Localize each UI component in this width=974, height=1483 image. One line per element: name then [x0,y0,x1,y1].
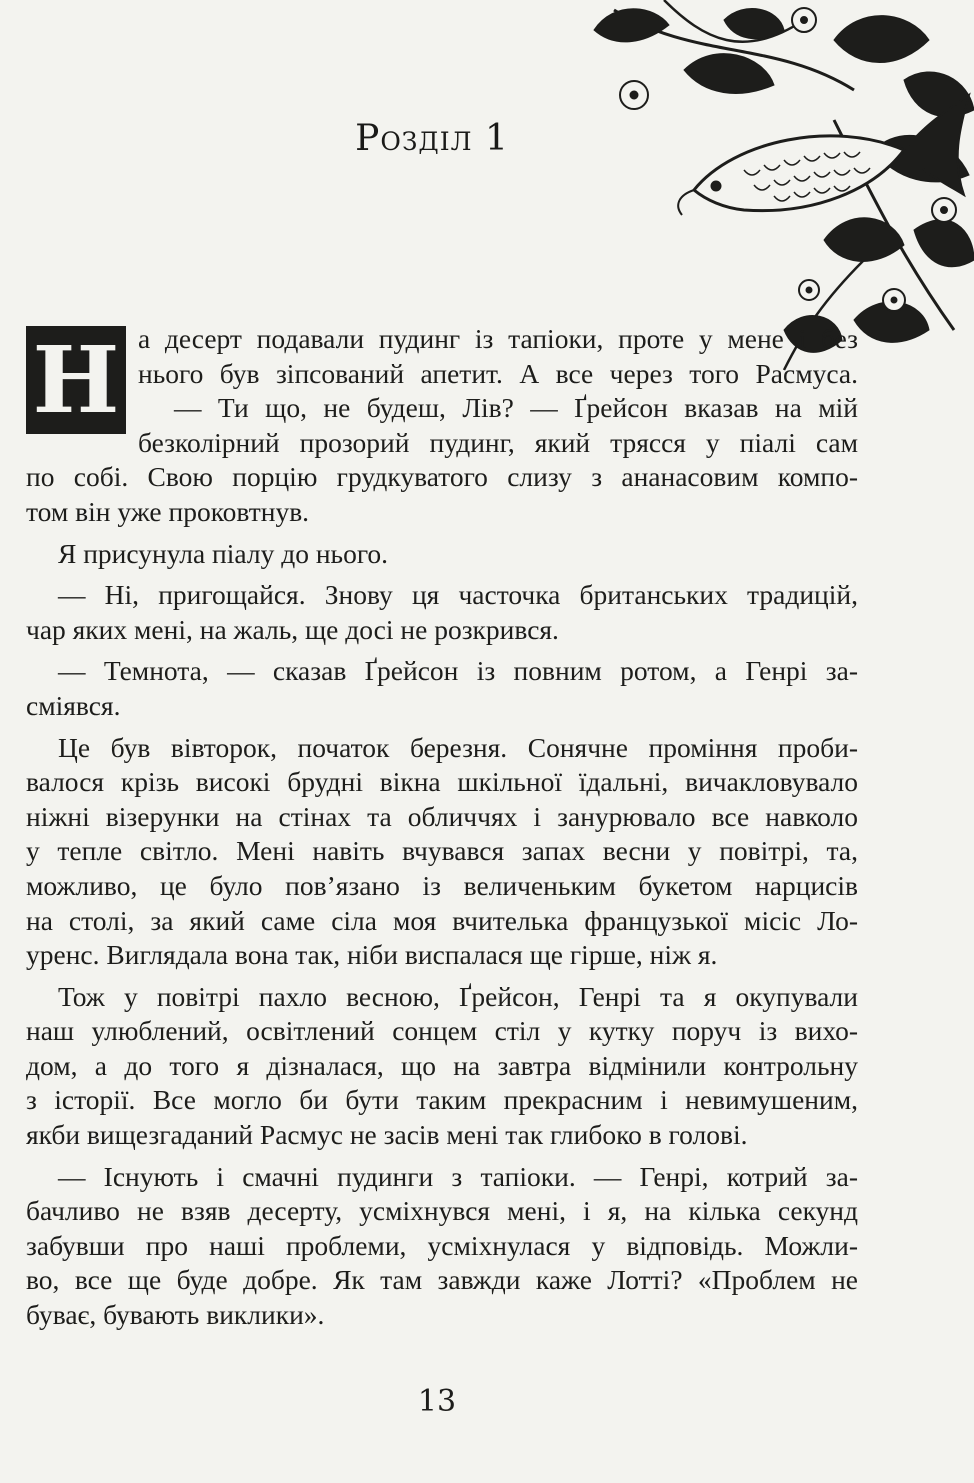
page-number: 13 [417,1384,457,1419]
text-line: валося крізь високі брудні вікна шкільної їдальні, вичакловувало [26,766,858,798]
text-line: — Ні, пригощайся. Знову ця часточка британських традицій, [58,579,858,611]
text-line: бачливо не взяв десерту, усміхнувся мені, і я, на кілька секунд [26,1195,858,1227]
text-line: наш улюблений, освітлений сонцем стіл у кутку поруч із вихо- [26,1015,858,1047]
text-line: Я присунула піалу до нього. [58,537,389,569]
text-line: дом, а до того я дізналася, що на завтра відмінили контрольну [26,1049,858,1081]
text-line: буває, бувають виклики». [26,1299,325,1331]
text-line: на столі, за який саме сіла моя вчителька французької місіс Ло- [26,904,858,936]
text-line: можливо, це було пов’язано із величеньким букетом нарцисів [26,869,858,901]
text-line: з історії. Все могло би бути таким прекрасним і невимушеним, [26,1084,858,1116]
text-line: чар яких мені, на жаль, ще досі не розкрився. [26,613,559,645]
text-line: — Ти що, не будеш, Лів? — Ґрейсон вказав на мій [174,392,858,424]
text-line: ніжні візерунки на стінах та обличчях і занурювало все навколо [26,800,858,832]
text-line: забувши про наші проблеми, усміхнулася у відповідь. Можли- [26,1229,858,1261]
text-line: — Темнота, — сказав Ґрейсон із повним ротом, а Генрі за- [58,655,858,687]
drop-cap-letter: Н [32,326,120,434]
chapter-title: Розділ 1 [355,118,509,159]
text-line: безколірний прозорий пудинг, який трясся у піалі сам [138,426,858,458]
text-line: сміявся. [26,689,121,721]
text-line: — Існують і смачні пудинги з тапіоки. — Генрі, котрий за- [58,1160,858,1192]
text-line: нього був зіпсований апетит. А все через того Расмуса. [138,357,858,389]
text-line: по собі. Свою порцію грудкуватого слизу з ананасовим компо- [26,461,858,493]
text-line: у тепле світло. Мені навіть вчувався запах весни у повітрі, та, [26,835,858,867]
body-text [26,322,858,1333]
text-line: а десерт подавали пудинг із тапіоки, проте у мене і без [138,323,858,354]
text-line: уренс. Виглядала вона так, ніби виспалася ще гірше, ніж я. [26,939,718,971]
text-line: том він уже проковтнув. [26,495,310,527]
text-line: во, все ще буде добре. Як там завжди каже Лотті? «Проблем не [26,1264,858,1296]
text-line: Тож у повітрі пахло весною, Ґрейсон, Генрі та я окупували [58,980,858,1012]
text-line: якби вищезгаданий Расмус не засів мені так глибоко в голові. [26,1119,748,1151]
text-line: Це був вівторок, початок березня. Сонячне проміння проби- [58,731,858,763]
